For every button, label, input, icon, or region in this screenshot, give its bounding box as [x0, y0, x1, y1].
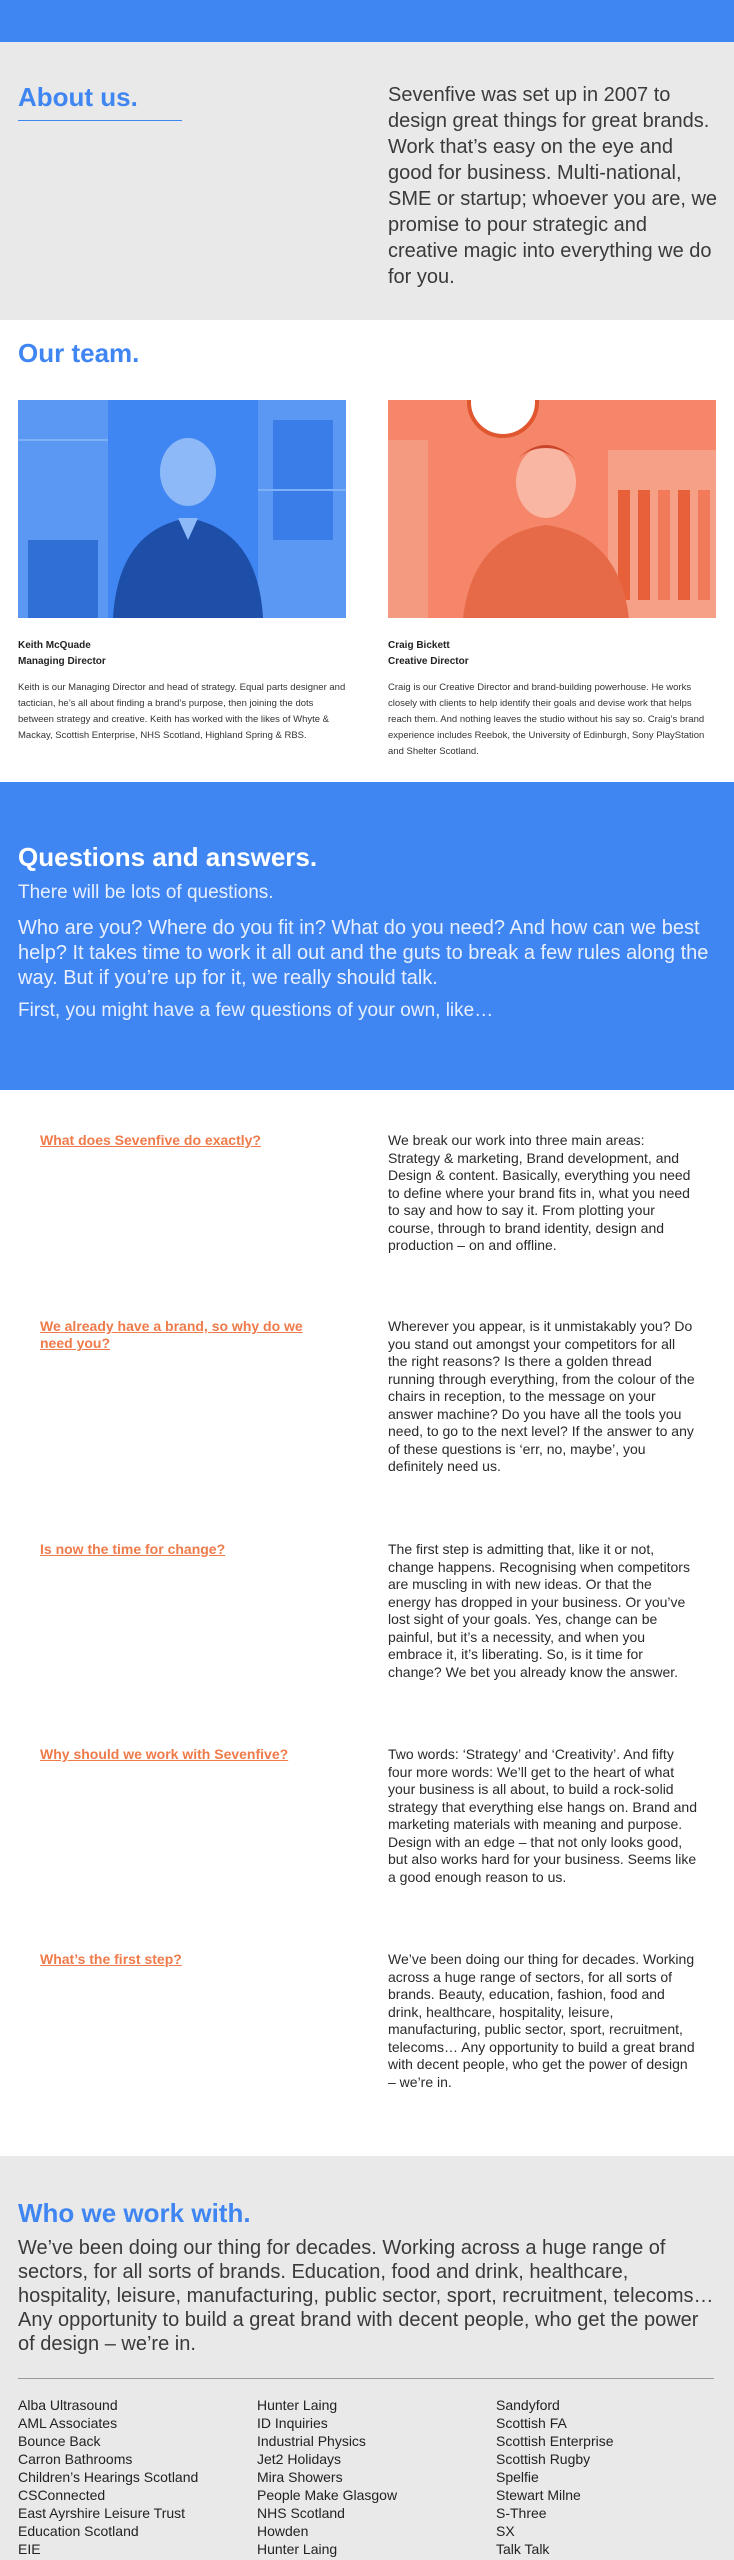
- about-title-underline: [18, 120, 182, 121]
- client-name: Bounce Back: [18, 2433, 101, 2449]
- client-name: Scottish Rugby: [496, 2451, 591, 2467]
- client-name: NHS Scotland: [257, 2505, 345, 2521]
- about-title: About us.: [18, 82, 138, 112]
- faq-question-5[interactable]: What’s the first step?: [40, 1951, 182, 1967]
- client-name: AML Associates: [18, 2415, 118, 2431]
- client-name: CSConnected: [18, 2487, 106, 2503]
- keith-bio: Keith is our Managing Director and head of strategy. Equal parts designer and tactician, he’s all about finding a brand’s purpose, then joining the dots between strategy and creative. Keith has worked with the likes of Whyte & Mackay, Scottish Enterprise, NHS Scotland, Highland Spring & RBS.: [18, 682, 346, 741]
- faq-question-1[interactable]: What does Sevenfive do exactly?: [40, 1132, 261, 1148]
- faq-question-3[interactable]: Is now the time for change?: [40, 1541, 226, 1557]
- faq-question-4[interactable]: Why should we work with Sevenfive?: [40, 1746, 289, 1762]
- clients-column-1: [18, 2396, 248, 2558]
- client-name: Howden: [257, 2523, 309, 2539]
- client-name: EIE: [18, 2541, 41, 2557]
- keith-photo: [18, 400, 346, 618]
- client-name: Hunter Laing: [257, 2397, 338, 2413]
- qa-body: Who are you? Where do you fit in? What do you need? And how can we best help? It takes time to work it all out and the guts to break a few rules along the way. But if you’re up for it, we really should talk.: [18, 917, 709, 989]
- client-name: Carron Bathrooms: [18, 2451, 133, 2467]
- qa-first-line: First, you might have a few questions of your own, like…: [18, 1000, 494, 1021]
- about-section: [0, 42, 734, 320]
- client-name: Education Scotland: [18, 2523, 139, 2539]
- client-name: Jet2 Holidays: [257, 2451, 342, 2467]
- faq-answer-2: Wherever you appear, is it unmistakably you? Do you stand out amongst your competitors for all the right reasons? Is there a golden thread running through everything, from the colour of the chairs in reception, to the message on your answer machine? Do you have all the tools you need, to go to the next level? If the answer to any of these questions is ‘err, no, maybe’, you definitely need us.: [388, 1318, 695, 1474]
- about-text: Sevenfive was set up in 2007 to design great things for great brands. Work that’s easy on the eye and good for business. Multi-national, SME or startup; whoever you are, we promise to pour strategic and creative magic into everything we do for you.: [388, 84, 718, 288]
- faq-answer-3: The first step is admitting that, like it or not, change happens. Recognising when competitors are muscling in with new ideas. Or that the energy has dropped in your business. Or you’ve lost sight of your goals. Yes, change can be painful, but it’s a necessity, and when you embrace it, it’s liberating. So, is it time for change? We bet you already know the answer.: [388, 1541, 690, 1680]
- craig-role: Creative Director: [388, 656, 469, 667]
- client-name: SX: [496, 2523, 515, 2539]
- client-name: Stewart Milne: [496, 2487, 581, 2503]
- craig-photo: [388, 400, 716, 618]
- keith-name: Keith McQuade: [18, 640, 91, 651]
- client-name: Scottish FA: [496, 2415, 567, 2431]
- faq-answer-1: We break our work into three main areas: Strategy & marketing, Brand development, and Design & content. Basically, everything you need to define where your brand fits in, what you need to say and how to say it. From plotting your course, through to brand identity, design and production – on and offline.: [388, 1132, 691, 1253]
- client-name: Scottish Enterprise: [496, 2433, 614, 2449]
- client-name: Mira Showers: [257, 2469, 343, 2485]
- client-name: Hunter Laing: [257, 2541, 338, 2557]
- faq-answer-5: We’ve been doing our thing for decades. Working across a huge range of sectors, for all sorts of brands. Beauty, education, fashion, food and drink, healthcare, hospitality, leisure, manufacturing, public sector, sport, recruitment, telecoms… Any opportunity to build a great brand with decent people, who get the power of design – we’re in.: [388, 1951, 695, 2090]
- qa-subtitle: There will be lots of questions.: [18, 882, 274, 903]
- client-name: Children’s Hearings Scotland: [18, 2469, 199, 2485]
- craig-bio: Craig is our Creative Director and brand-building powerhouse. He works closely with clients to help identify their goals and devise work that helps reach them. And nothing leaves the studio without his say so. Craig’s brand experience includes Reebok, the University of Edinburgh, Sony PlayStation and Shelter Scotland.: [388, 682, 705, 757]
- qa-title: Questions and answers.: [18, 842, 318, 872]
- client-name: Industrial Physics: [257, 2433, 366, 2449]
- craig-name: Craig Bickett: [388, 640, 450, 651]
- clients-section: [0, 2156, 734, 2560]
- client-name: S-Three: [496, 2505, 547, 2521]
- qa-intro-section: [0, 782, 734, 1090]
- team-title: Our team.: [18, 338, 140, 368]
- client-name: Sandyford: [496, 2397, 560, 2413]
- keith-role: Managing Director: [18, 656, 106, 667]
- client-name: ID Inquiries: [257, 2415, 328, 2431]
- top-bar: [0, 0, 734, 42]
- clients-title: Who we work with.: [18, 2198, 251, 2228]
- client-name: Spelfie: [496, 2469, 539, 2485]
- clients-column-3: [496, 2396, 726, 2558]
- clients-divider: [18, 2378, 714, 2379]
- clients-column-2: [257, 2396, 487, 2558]
- faq-question-2[interactable]: We already have a brand, so why do we need you?: [40, 1318, 303, 1351]
- faq-answer-4: Two words: ‘Strategy’ and ‘Creativity’. And fifty four more words: We’ll get to the heart of what your business is all about, to build a rock-solid strategy that everything else hangs on. Brand and marketing materials with meaning and purpose. Design with an edge – that not only looks good, but also works hard for your business. Seems like a good enough reason to us.: [388, 1746, 697, 1885]
- client-name: People Make Glasgow: [257, 2487, 398, 2503]
- client-name: Talk Talk: [496, 2541, 550, 2557]
- clients-text: We’ve been doing our thing for decades. Working across a huge range of sectors, for all sorts of brands. Education, food and drink, healthcare, hospitality, leisure, manufacturing, public sector, sport, recruitment, telecoms… Any opportunity to build a great brand with decent people, who get the power of design – we’re in.: [18, 2237, 714, 2355]
- client-name: Alba Ultrasound: [18, 2397, 118, 2413]
- client-name: East Ayrshire Leisure Trust: [18, 2505, 186, 2521]
